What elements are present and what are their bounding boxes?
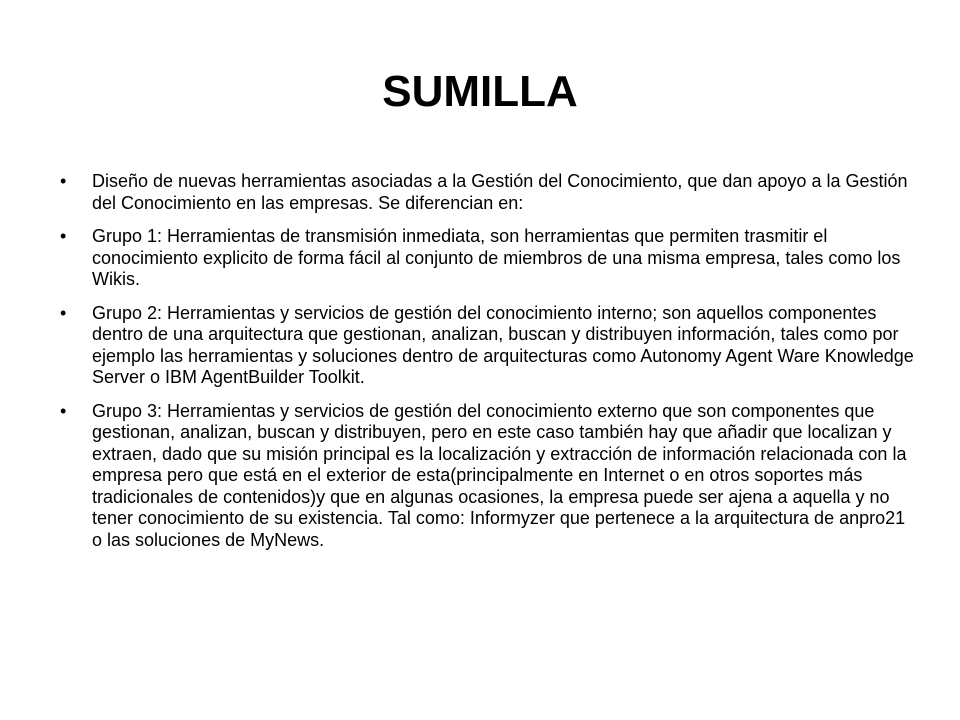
bullet-item — [58, 226, 918, 291]
bullet-item — [58, 303, 918, 389]
bullet-list — [58, 171, 918, 563]
bullet-dot-icon: • — [60, 302, 67, 323]
bullet-text: Diseño de nuevas herramientas asociadas a la Gestión del Conocimiento, que dan apoyo a la Gestión del Conocimiento en las empresas. Se diferencian en: — [92, 171, 908, 213]
bullet-dot-icon: • — [60, 226, 67, 246]
slide-title: SUMILLA — [382, 67, 578, 116]
bullet-text: Grupo 2: Herramientas y servicios de gestión del conocimiento interno; son aquellos componentes dentro de una arquitectura que gestionan, analizan, buscan y distribuyen información, tales como por ejemplo las herramientas y soluciones dentro de arquitecturas como Autonomy Agent Ware Knowledge Server o IBM AgentBuilder Toolkit. — [92, 302, 914, 387]
bullet-text: Grupo 1: Herramientas de transmisión inmediata, son herramientas que permiten trasmitir el conocimiento explicito de forma fácil al conjunto de miembros de una misma empresa, tales como los Wikis. — [92, 226, 901, 289]
bullet-dot-icon: • — [60, 400, 67, 421]
bullet-item — [58, 171, 918, 214]
bullet-item — [58, 401, 918, 552]
bullet-dot-icon: • — [60, 171, 67, 191]
bullet-text: Grupo 3: Herramientas y servicios de gestión del conocimiento externo que son componentes que gestionan, analizan, buscan y distribuyen, pero en este caso también hay que añadir que localizan y extraen, dado que su misión principal es la localización y extracción de información relacionada con la empresa pero que está en el exterior de esta(principalmente en Internet o en otros soportes más tradicionales de contenidos)y que en algunas ocasiones, la empresa puede ser ajena a aquella y no tener conocimiento de su existencia. Tal como: Informyzer que pertenece a la arquitectura de anpro21 o las soluciones de MyNews. — [92, 400, 907, 550]
